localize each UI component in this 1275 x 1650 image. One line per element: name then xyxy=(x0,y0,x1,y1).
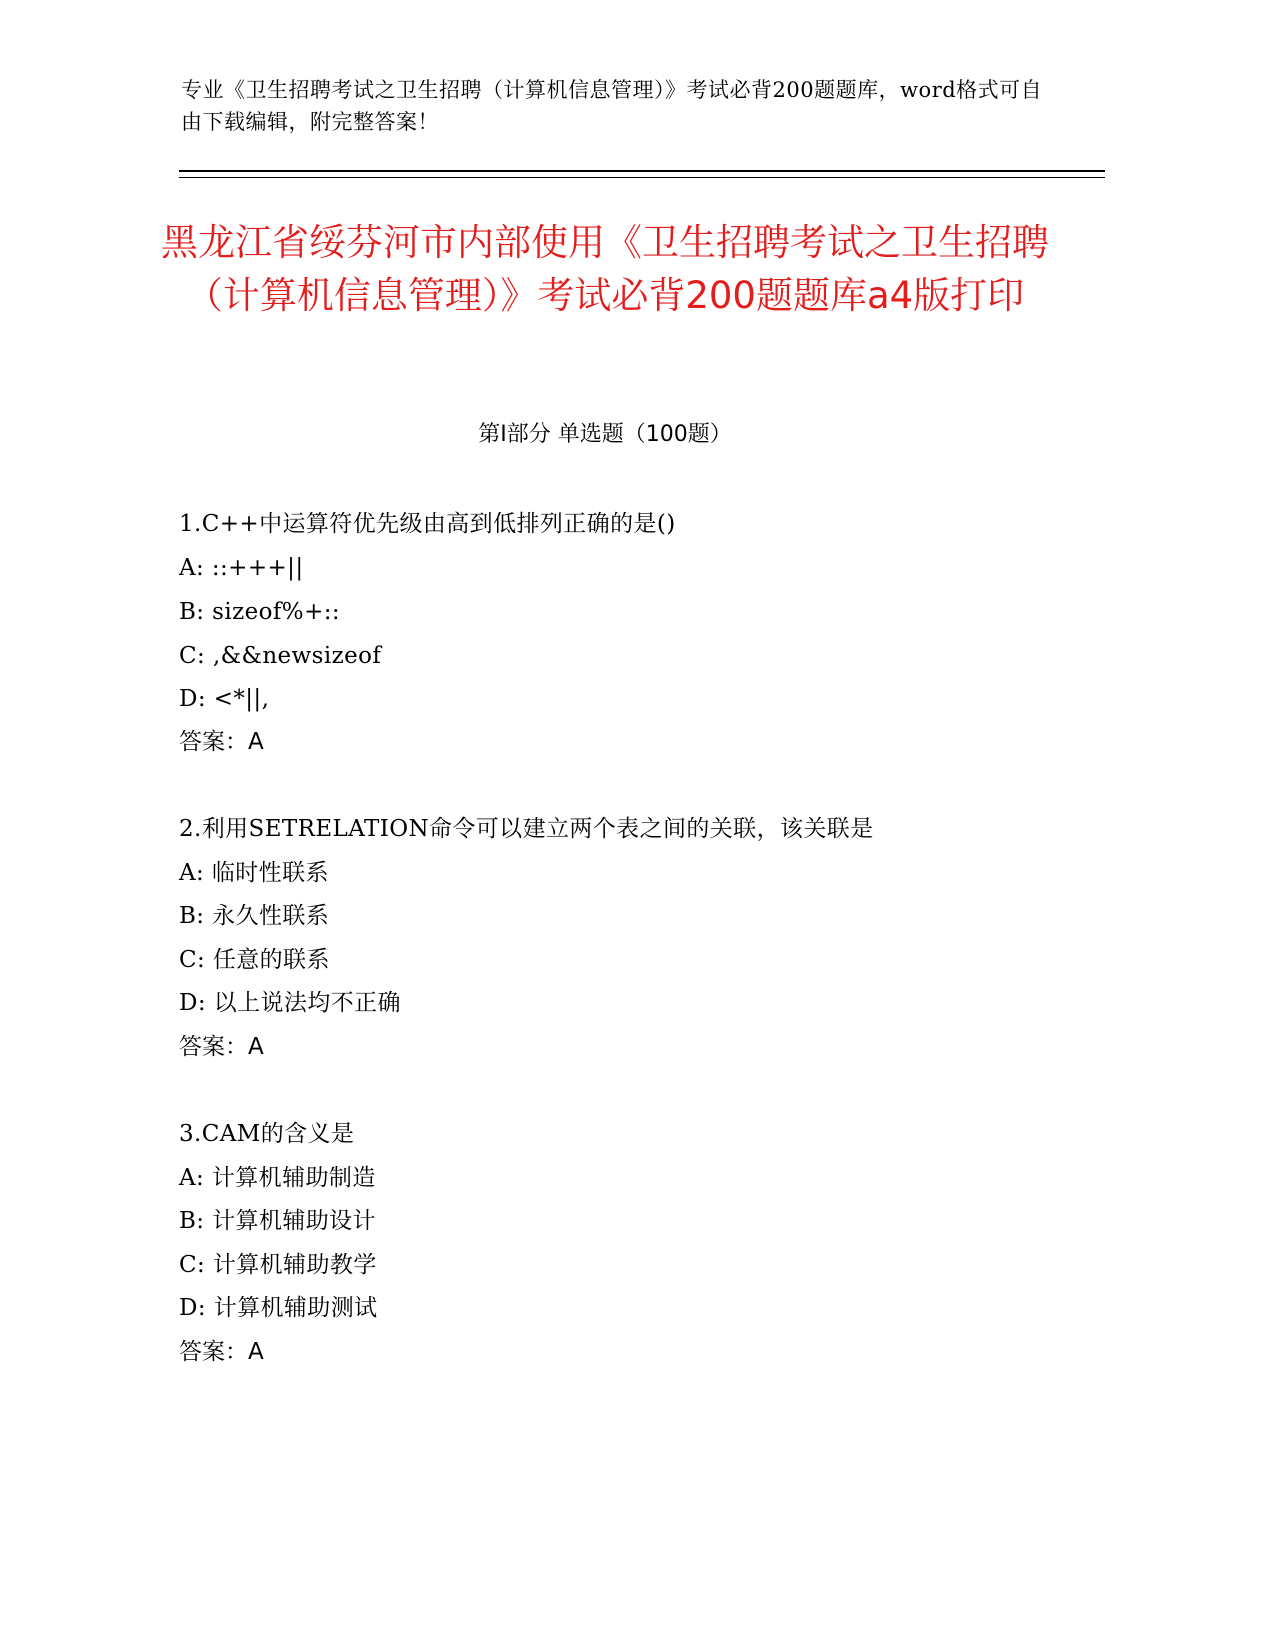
option-c: C: ,&&newsizeof xyxy=(179,643,382,669)
option-d: D: 以上说法均不正确 xyxy=(179,990,401,1016)
document-title: 黑龙江省绥芬河市内部使用《卫生招聘考试之卫生招聘（计算机信息管理）》考试必背200题题库a4版打印 xyxy=(161,221,1049,317)
option-b: B: sizeof%+:: xyxy=(179,599,341,625)
option-c: C: 任意的联系 xyxy=(179,947,330,973)
option-c: C: 计算机辅助教学 xyxy=(179,1252,377,1278)
header-divider-thick xyxy=(179,170,1105,172)
option-a: A: ::+++|| xyxy=(179,555,304,581)
question-stem: 2.利用SETRELATION命令可以建立两个表之间的关联，该关联是 xyxy=(179,816,874,842)
question-stem: 1.C++中运算符优先级由高到低排列正确的是() xyxy=(179,511,676,537)
header-note: 专业《卫生招聘考试之卫生招聘（计算机信息管理）》考试必背200题题库，word格式可自由下载编辑，附完整答案！ xyxy=(181,78,1043,134)
option-d: D: 计算机辅助测试 xyxy=(179,1295,378,1321)
option-b: B: 计算机辅助设计 xyxy=(179,1208,376,1234)
option-b: B: 永久性联系 xyxy=(179,903,330,929)
answer: 答案：A xyxy=(179,1339,264,1365)
option-a: A: 临时性联系 xyxy=(179,860,329,886)
section-title: 第Ⅰ部分 单选题（100题） xyxy=(478,422,732,447)
header-divider-thin xyxy=(179,177,1105,178)
answer: 答案：A xyxy=(179,729,264,755)
answer: 答案：A xyxy=(179,1034,264,1060)
option-a: A: 计算机辅助制造 xyxy=(179,1165,376,1191)
question-stem: 3.CAM的含义是 xyxy=(179,1121,355,1147)
option-d: D: <*||, xyxy=(179,686,270,712)
